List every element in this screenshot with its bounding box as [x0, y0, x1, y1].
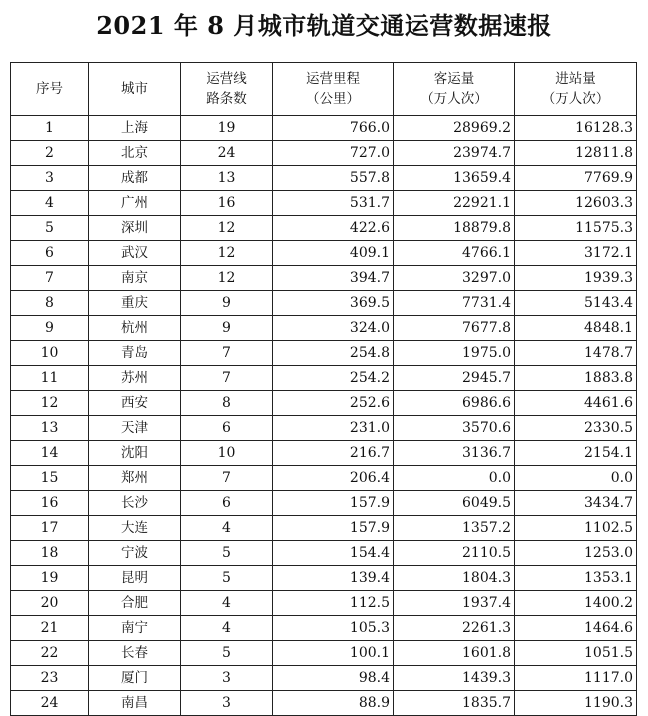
cell-passengers: 1937.4	[394, 591, 515, 616]
cell-index: 22	[11, 641, 89, 666]
header-entries	[515, 63, 637, 116]
cell-mileage: 105.3	[273, 616, 394, 641]
cell-index: 2	[11, 141, 89, 166]
cell-lines: 6	[181, 491, 273, 516]
header-lines-line1: 运营线	[206, 71, 247, 87]
header-city: 城市	[89, 63, 181, 116]
cell-city: 大连	[89, 516, 181, 541]
table-row	[11, 116, 637, 141]
cell-lines: 5	[181, 566, 273, 591]
header-entries-line1: 进站量	[555, 71, 596, 87]
cell-lines: 7	[181, 366, 273, 391]
cell-passengers: 13659.4	[394, 166, 515, 191]
table-row	[11, 566, 637, 591]
cell-entries: 1464.6	[515, 616, 637, 641]
metro-data-table	[10, 62, 637, 716]
cell-mileage: 154.4	[273, 541, 394, 566]
cell-lines: 9	[181, 291, 273, 316]
cell-mileage: 157.9	[273, 516, 394, 541]
cell-city: 成都	[89, 166, 181, 191]
cell-lines: 7	[181, 341, 273, 366]
cell-lines: 3	[181, 691, 273, 716]
table-row	[11, 541, 637, 566]
cell-city: 合肥	[89, 591, 181, 616]
cell-lines: 4	[181, 591, 273, 616]
cell-mileage: 394.7	[273, 266, 394, 291]
cell-mileage: 98.4	[273, 666, 394, 691]
cell-city: 上海	[89, 116, 181, 141]
cell-city: 武汉	[89, 241, 181, 266]
cell-entries: 3434.7	[515, 491, 637, 516]
table-row	[11, 641, 637, 666]
cell-mileage: 422.6	[273, 216, 394, 241]
table-row	[11, 366, 637, 391]
cell-mileage: 216.7	[273, 441, 394, 466]
cell-index: 24	[11, 691, 89, 716]
cell-entries: 12811.8	[515, 141, 637, 166]
table-body	[11, 116, 637, 716]
cell-lines: 6	[181, 416, 273, 441]
cell-index: 23	[11, 666, 89, 691]
cell-mileage: 206.4	[273, 466, 394, 491]
cell-mileage: 324.0	[273, 316, 394, 341]
cell-city: 西安	[89, 391, 181, 416]
cell-entries: 7769.9	[515, 166, 637, 191]
table-row	[11, 666, 637, 691]
cell-city: 长沙	[89, 491, 181, 516]
cell-passengers: 1835.7	[394, 691, 515, 716]
cell-index: 3	[11, 166, 89, 191]
cell-passengers: 23974.7	[394, 141, 515, 166]
table-row	[11, 241, 637, 266]
cell-index: 21	[11, 616, 89, 641]
cell-passengers: 6986.6	[394, 391, 515, 416]
table-row	[11, 416, 637, 441]
cell-entries: 5143.4	[515, 291, 637, 316]
cell-index: 20	[11, 591, 89, 616]
cell-lines: 9	[181, 316, 273, 341]
table-row	[11, 141, 637, 166]
cell-passengers: 1439.3	[394, 666, 515, 691]
cell-city: 重庆	[89, 291, 181, 316]
header-entries-line2: （万人次）	[541, 91, 610, 107]
header-passengers	[394, 63, 515, 116]
table-row	[11, 391, 637, 416]
cell-passengers: 7731.4	[394, 291, 515, 316]
cell-passengers: 4766.1	[394, 241, 515, 266]
cell-passengers: 3297.0	[394, 266, 515, 291]
table-row	[11, 216, 637, 241]
cell-index: 8	[11, 291, 89, 316]
cell-lines: 12	[181, 241, 273, 266]
cell-city: 昆明	[89, 566, 181, 591]
table-row	[11, 441, 637, 466]
cell-entries: 2330.5	[515, 416, 637, 441]
cell-city: 广州	[89, 191, 181, 216]
cell-entries: 1478.7	[515, 341, 637, 366]
cell-mileage: 369.5	[273, 291, 394, 316]
cell-entries: 16128.3	[515, 116, 637, 141]
cell-entries: 12603.3	[515, 191, 637, 216]
cell-lines: 12	[181, 216, 273, 241]
cell-entries: 4461.6	[515, 391, 637, 416]
cell-mileage: 727.0	[273, 141, 394, 166]
header-passengers-line2: （万人次）	[420, 91, 488, 107]
cell-lines: 7	[181, 466, 273, 491]
cell-index: 13	[11, 416, 89, 441]
table-row	[11, 291, 637, 316]
table-row	[11, 166, 637, 191]
cell-mileage: 531.7	[273, 191, 394, 216]
cell-mileage: 557.8	[273, 166, 394, 191]
cell-mileage: 254.2	[273, 366, 394, 391]
header-lines	[181, 63, 273, 116]
cell-city: 长春	[89, 641, 181, 666]
table-row	[11, 516, 637, 541]
cell-entries: 1102.5	[515, 516, 637, 541]
table-row	[11, 341, 637, 366]
cell-entries: 3172.1	[515, 241, 637, 266]
cell-index: 10	[11, 341, 89, 366]
cell-passengers: 1975.0	[394, 341, 515, 366]
cell-passengers: 0.0	[394, 466, 515, 491]
cell-entries: 1051.5	[515, 641, 637, 666]
cell-city: 南昌	[89, 691, 181, 716]
cell-entries: 1883.8	[515, 366, 637, 391]
cell-lines: 5	[181, 641, 273, 666]
cell-mileage: 766.0	[273, 116, 394, 141]
cell-index: 11	[11, 366, 89, 391]
cell-index: 14	[11, 441, 89, 466]
cell-entries: 1253.0	[515, 541, 637, 566]
cell-mileage: 157.9	[273, 491, 394, 516]
cell-entries: 1400.2	[515, 591, 637, 616]
cell-passengers: 2945.7	[394, 366, 515, 391]
cell-entries: 11575.3	[515, 216, 637, 241]
cell-city: 深圳	[89, 216, 181, 241]
cell-city: 北京	[89, 141, 181, 166]
header-row	[11, 63, 637, 116]
cell-passengers: 7677.8	[394, 316, 515, 341]
cell-lines: 10	[181, 441, 273, 466]
cell-index: 17	[11, 516, 89, 541]
cell-index: 19	[11, 566, 89, 591]
cell-mileage: 409.1	[273, 241, 394, 266]
cell-mileage: 88.9	[273, 691, 394, 716]
cell-passengers: 3570.6	[394, 416, 515, 441]
cell-city: 天津	[89, 416, 181, 441]
page-title: 2021 年 8 月城市轨道交通运营数据速报	[96, 11, 552, 40]
table-row	[11, 691, 637, 716]
header-mileage-line2: （公里）	[306, 91, 360, 107]
table-header	[11, 63, 637, 116]
cell-entries: 1353.1	[515, 566, 637, 591]
cell-mileage: 112.5	[273, 591, 394, 616]
table-row	[11, 191, 637, 216]
cell-passengers: 18879.8	[394, 216, 515, 241]
table-row	[11, 316, 637, 341]
cell-mileage: 252.6	[273, 391, 394, 416]
cell-index: 12	[11, 391, 89, 416]
cell-entries: 0.0	[515, 466, 637, 491]
header-passengers-line1: 客运量	[433, 71, 475, 87]
cell-mileage: 231.0	[273, 416, 394, 441]
cell-index: 6	[11, 241, 89, 266]
cell-entries: 2154.1	[515, 441, 637, 466]
cell-passengers: 1357.2	[394, 516, 515, 541]
cell-lines: 8	[181, 391, 273, 416]
cell-index: 7	[11, 266, 89, 291]
table-row	[11, 591, 637, 616]
cell-index: 4	[11, 191, 89, 216]
cell-index: 15	[11, 466, 89, 491]
cell-passengers: 28969.2	[394, 116, 515, 141]
table-row	[11, 616, 637, 641]
cell-lines: 16	[181, 191, 273, 216]
cell-city: 厦门	[89, 666, 181, 691]
cell-passengers: 22921.1	[394, 191, 515, 216]
cell-city: 南京	[89, 266, 181, 291]
cell-passengers: 1601.8	[394, 641, 515, 666]
cell-passengers: 2261.3	[394, 616, 515, 641]
cell-city: 宁波	[89, 541, 181, 566]
cell-lines: 12	[181, 266, 273, 291]
cell-city: 沈阳	[89, 441, 181, 466]
cell-city: 青岛	[89, 341, 181, 366]
cell-passengers: 6049.5	[394, 491, 515, 516]
cell-lines: 24	[181, 141, 273, 166]
cell-mileage: 254.8	[273, 341, 394, 366]
cell-city: 苏州	[89, 366, 181, 391]
table-row	[11, 491, 637, 516]
header-lines-line2: 路条数	[206, 91, 247, 107]
cell-entries: 1117.0	[515, 666, 637, 691]
cell-entries: 1939.3	[515, 266, 637, 291]
cell-mileage: 100.1	[273, 641, 394, 666]
cell-mileage: 139.4	[273, 566, 394, 591]
header-mileage-line1: 运营里程	[306, 71, 360, 87]
cell-city: 郑州	[89, 466, 181, 491]
cell-lines: 13	[181, 166, 273, 191]
cell-entries: 4848.1	[515, 316, 637, 341]
cell-city: 南宁	[89, 616, 181, 641]
cell-lines: 5	[181, 541, 273, 566]
cell-passengers: 2110.5	[394, 541, 515, 566]
cell-passengers: 3136.7	[394, 441, 515, 466]
cell-index: 9	[11, 316, 89, 341]
cell-lines: 3	[181, 666, 273, 691]
cell-index: 1	[11, 116, 89, 141]
header-mileage	[273, 63, 394, 116]
cell-lines: 4	[181, 516, 273, 541]
cell-index: 18	[11, 541, 89, 566]
cell-lines: 19	[181, 116, 273, 141]
cell-lines: 4	[181, 616, 273, 641]
header-index: 序号	[11, 63, 89, 116]
cell-index: 16	[11, 491, 89, 516]
cell-passengers: 1804.3	[394, 566, 515, 591]
cell-entries: 1190.3	[515, 691, 637, 716]
table-row	[11, 466, 637, 491]
table-row	[11, 266, 637, 291]
cell-index: 5	[11, 216, 89, 241]
cell-city: 杭州	[89, 316, 181, 341]
